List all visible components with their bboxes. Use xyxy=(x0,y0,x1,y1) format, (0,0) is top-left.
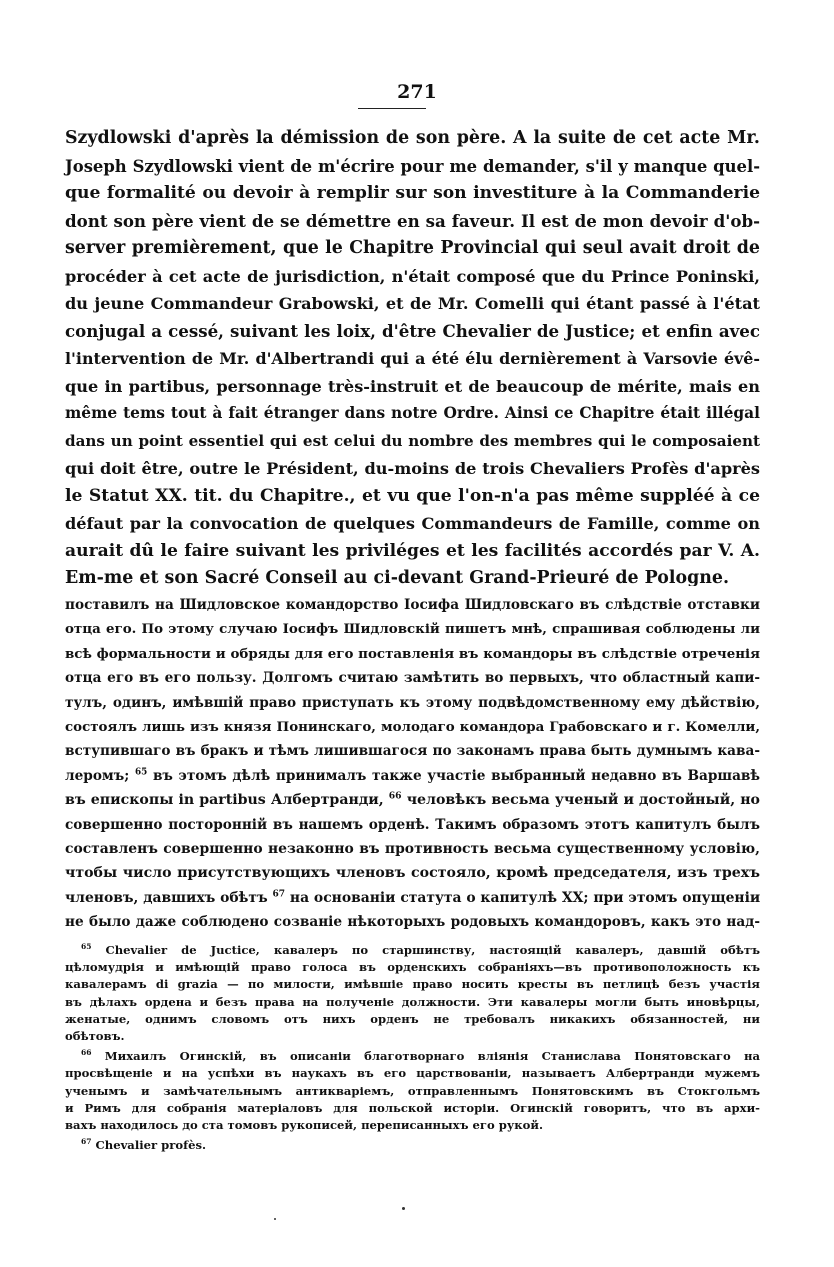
russian-text: въ епископы in partibus Албертранди, xyxy=(65,792,384,809)
russian-line: состоялъ лишь изъ князя Понинскаго, молодаго командора Грабовскаго и г. Комелли, xyxy=(65,719,760,736)
russian-line: вступившаго въ бракъ и тѣмъ лишившагося по законамъ права быть думнымъ кава- xyxy=(65,743,760,760)
print-speck xyxy=(274,1218,276,1220)
footnote-line: ученымъ и замѣчательнымъ антикваріемъ, отправленнымъ Понятовскимъ въ Стокгольмъ xyxy=(65,1083,760,1098)
russian-text: въ этомъ дѣлѣ принималъ также участіе выбранный недавно въ Варшавѣ xyxy=(152,767,760,784)
footnote-line: обѣтовъ. xyxy=(65,1029,125,1044)
french-line: même tems tout à fait étranger dans notre Ordre. Ainsi ce Chapitre était illégal xyxy=(65,404,760,422)
french-line: que in partibus, personnage très-instruit et de beaucoup de mérite, mais en xyxy=(65,376,760,396)
french-line: le Statut XX. tit. du Chapitre., et vu que l'on-n'a pas même suppléé à ce xyxy=(65,485,760,506)
russian-text: членовъ, давшихъ обѣтъ xyxy=(65,889,268,906)
footnote-line: и Римъ для собранія матеріаловъ для польской исторіи. Огинскій говоритъ, что въ архи- xyxy=(65,1100,760,1115)
french-line: que formalité ou devoir à remplir sur son investiture à la Commanderie xyxy=(65,183,760,203)
footnote-marker: 67 xyxy=(81,1137,92,1147)
russian-line: составленъ совершенно незаконно въ противность весьма существенному условію, xyxy=(65,841,760,858)
footnote-67 xyxy=(65,1137,760,1154)
footnote-line xyxy=(65,942,760,959)
russian-line: поставилъ на Шидловское командорство Іосифа Шидловскаго въ слѣдствіе отставки xyxy=(65,597,760,613)
page-number-rule xyxy=(358,108,426,109)
french-line: server premièrement, que le Chapitre Provincial qui seul avait droit de xyxy=(65,238,760,258)
french-line: du jeune Commandeur Grabowski, et de Mr. Comelli qui étant passé à l'état xyxy=(65,294,760,313)
footnote-text: Chevalier de Juctice, кавалеръ по старшинству, настоящій кавалеръ, давшій обѣтъ xyxy=(105,943,760,957)
russian-text: леромъ; xyxy=(65,767,130,784)
russian-line: не было даже соблюдено созваніе нѣкоторыхъ родовыхъ командоровъ, какъ это над- xyxy=(65,914,760,931)
footnote-line xyxy=(65,1137,760,1154)
footnote-65 xyxy=(65,942,760,1045)
russian-line: совершенно посторонній въ нашемъ орденѣ. Такимъ образомъ этотъ капитулъ былъ xyxy=(65,816,760,833)
footnotes xyxy=(65,942,760,1157)
footnote-line: цѣломудрія и имѣющій право голоса въ орденскихъ собраніяхъ—въ противоположность къ xyxy=(65,960,760,975)
russian-line: отца его. По этому случаю Іосифъ Шидловскій пишетъ мнѣ, спрашивая соблюдены ли xyxy=(65,621,760,638)
footnote-line: просвѣщеніе и на успѣхи въ наукахъ въ его царствованіи, называетъ Албертранди мужемъ xyxy=(65,1066,760,1081)
section-divider xyxy=(65,586,760,587)
russian-line xyxy=(65,788,760,812)
footnote-66 xyxy=(65,1048,760,1134)
footnote-marker: 65 xyxy=(81,942,92,952)
footnote-line: въ дѣлахъ ордена и безъ права на полученіе должности. Эти кавалеры могли быть иновѣрцы, xyxy=(65,994,760,1009)
french-line: dans un point essentiel qui est celui du nombre des membres qui le composaient xyxy=(65,431,760,450)
russian-line: отца его въ его пользу. Долгомъ считаю замѣтить во первыхъ, что областный капи- xyxy=(65,670,760,687)
russian-line: всѣ формальности и обряды для его поставленія въ командоры въ слѣдствіе отреченія xyxy=(65,645,760,662)
russian-line xyxy=(65,886,760,910)
french-line: Joseph Szydlowski vient de m'écrire pour me demander, s'il y manque quel- xyxy=(65,156,760,176)
russian-line: чтобы число присутствующихъ членовъ состояло, кромѣ председателя, изъ трехъ xyxy=(65,865,760,882)
russian-line: тулъ, одинъ, имѣвшій право приступать къ этому подвѣдомственному ему дѣйствію, xyxy=(65,694,760,711)
french-paragraph xyxy=(65,125,760,593)
footnote-ref-65: 65 xyxy=(134,767,148,778)
footnote-line: вахъ находилось до ста томовъ рукописей, переписанныхъ его рукой. xyxy=(65,1118,544,1133)
russian-text: на основаніи статута о капитулѣ XX; при этомъ опущеніи xyxy=(289,889,761,906)
russian-line xyxy=(65,764,760,788)
footnote-line xyxy=(65,1048,760,1065)
french-line: l'intervention de Mr. d'Albertrandi qui a été élu dernièrement à Varsovie évê- xyxy=(65,349,760,368)
footnote-text: Михаилъ Огинскій, въ описаніи благотворнаго вліянія Станислава Понятовскаго на xyxy=(104,1049,760,1064)
footnote-line: кавалерамъ di grazia — по милости, имѣвшіе право носить кресты въ петлицѣ безъ участія xyxy=(65,977,760,992)
page-number: 271 xyxy=(397,81,437,103)
russian-paragraph xyxy=(65,593,760,935)
footnote-text: Chevalier profès. xyxy=(95,1138,207,1153)
french-line: conjugal a cessé, suivant les loix, d'être Chevalier de Justice; et enfin avec xyxy=(65,320,760,341)
footnote-ref-67: 67 xyxy=(272,889,286,900)
french-line: procéder à cet acte de jurisdiction, n'était composé que du Prince Poninski, xyxy=(65,266,760,286)
footnote-ref-66: 66 xyxy=(388,790,402,802)
print-speck xyxy=(402,1207,405,1210)
russian-text: человѣкъ весьма ученый и достойный, но xyxy=(406,792,760,809)
french-line: aurait dû le faire suivant les priviléges et les facilités accordés par V. A. xyxy=(65,540,760,561)
french-line: dont son père vient de se démettre en sa faveur. Il est de mon devoir d'ob- xyxy=(65,210,760,231)
french-line: défaut par la convocation de quelques Commandeurs de Famille, comme on xyxy=(65,514,760,533)
french-line: Szydlowski d'après la démission de son père. A la suite de cet acte Mr. xyxy=(65,128,760,148)
french-line: qui doit être, outre le Président, du-moins de trois Chevaliers Profès d'après xyxy=(65,459,760,478)
footnote-marker: 66 xyxy=(81,1048,92,1058)
footnote-line: женатые, однимъ словомъ отъ нихъ орденъ не требовалъ никакихъ обязанностей, ни xyxy=(65,1011,760,1026)
french-line: Em-me et son Sacré Conseil au ci-devant Grand-Prieuré de Pologne. xyxy=(65,568,730,588)
